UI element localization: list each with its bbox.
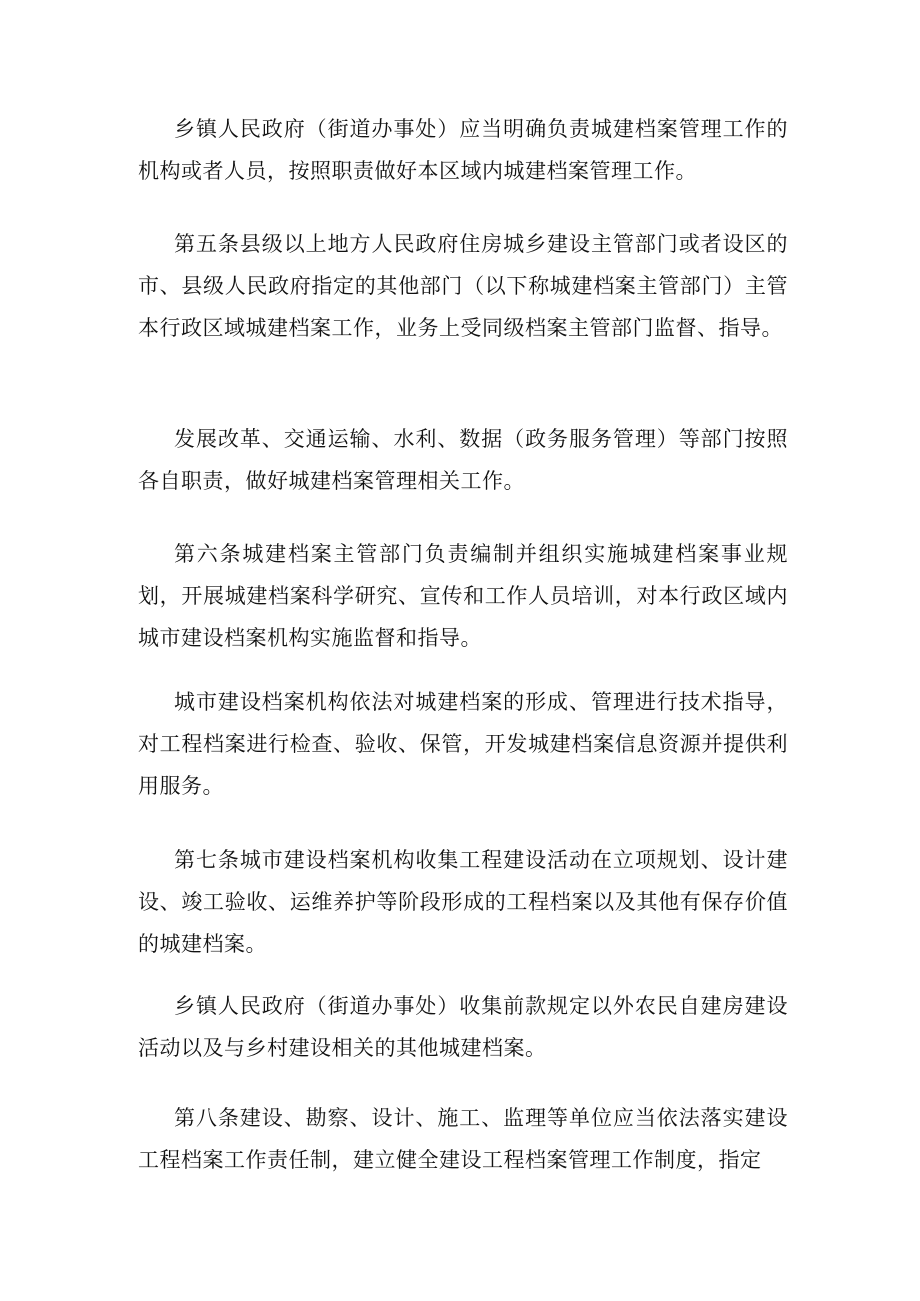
paragraph-township-collection: 乡镇人民政府（街道办事处）收集前款规定以外农民自建房建设活动以及与乡村建设相关的其他城建档案。	[138, 994, 788, 1060]
paragraph-archive-agency-duty: 城市建设档案机构依法对城建档案的形成、管理进行技术指导，对工程档案进行检查、验收、保管，开发城建档案信息资源并提供利用服务。	[138, 690, 788, 798]
paragraph-article-8: 第八条建设、勘察、设计、施工、监理等单位应当依法落实建设工程档案工作责任制，建立健全建设工程档案管理工作制度，指定	[138, 1106, 788, 1172]
paragraph-article-5: 第五条县级以上地方人民政府住房城乡建设主管部门或者设区的市、县级人民政府指定的其他部门（以下称城建档案主管部门）主管本行政区域城建档案工作，业务上受同级档案主管部门监督、指导。	[138, 232, 788, 340]
paragraph-article-6: 第六条城建档案主管部门负责编制并组织实施城建档案事业规划，开展城建档案科学研究、宣传和工作人员培训，对本行政区域内城市建设档案机构实施监督和指导。	[138, 542, 788, 650]
paragraph-departments-duty: 发展改革、交通运输、水利、数据（政务服务管理）等部门按照各自职责，做好城建档案管理相关工作。	[138, 427, 788, 493]
paragraph-article-7: 第七条城市建设档案机构收集工程建设活动在立项规划、设计建设、竣工验收、运维养护等阶段形成的工程档案以及其他有保存价值的城建档案。	[138, 848, 788, 956]
paragraph-township-archive-duty: 乡镇人民政府（街道办事处）应当明确负责城建档案管理工作的机构或者人员，按照职责做好本区域内城建档案管理工作。	[138, 117, 788, 183]
